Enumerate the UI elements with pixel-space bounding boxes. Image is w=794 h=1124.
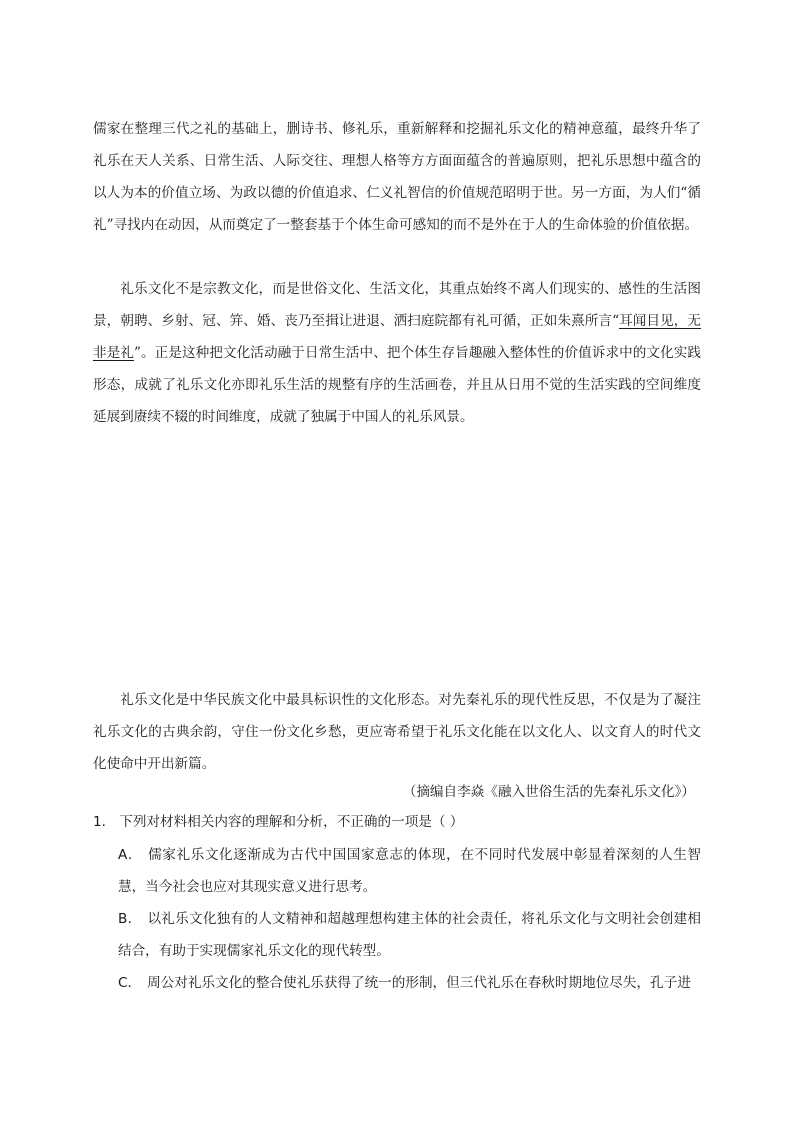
option-letter: A． xyxy=(118,847,143,863)
passage-paragraph-3: 礼乐文化是中华民族文化中最具标识性的文化形态。对先秦礼乐的现代性反思，不仅是为了凝注礼乐文化的古典余韵，守住一份文化乡愁，更应寄希望于礼乐文化能在以文化人、以文育人的时代文化使命中开出新篇。 xyxy=(93,692,701,772)
passage-paragraph-2-end: ”。正是这种把文化活动融于日常生活中、把个体生存旨趣融入整体性的价值诉求中的文化实践形态，成就了礼乐文化亦即礼乐生活的规整有序的生活画卷，并且从日用不觉的生活实践的空间维度延展到赓续不辍的时间维度，成就了独属于中国人的礼乐风景。 xyxy=(93,345,701,425)
option-a[interactable] xyxy=(118,839,701,903)
option-b[interactable] xyxy=(118,903,701,967)
option-c[interactable] xyxy=(118,967,701,999)
option-letter: B． xyxy=(118,911,142,927)
passage-paragraph-1: 儒家在整理三代之礼的基础上，删诗书、修礼乐，重新解释和挖掘礼乐文化的精神意蕴，最终升华了礼乐在天人关系、日常生活、人际交往、理想人格等方方面面蕴含的普遍原则，把礼乐思想中蕴含的以人为本的价值立场、为政以德的价值追求、仁义礼智信的价值规范昭明于世。另一方面，为人们“循礼”寻找内在动因，从而奠定了一整套基于个体生命可感知的而不是外在于人的生命体验的价值依据。 xyxy=(93,121,701,233)
question-stem xyxy=(93,806,701,838)
option-text: 儒家礼乐文化逐渐成为古代中国国家意志的体现，在不同时代发展中彰显着深刻的人生智慧，当今社会也应对其现实意义进行思考。 xyxy=(118,847,701,895)
option-letter: C． xyxy=(118,975,142,991)
source-citation: （摘编自李焱《融入世俗生活的先秦礼乐文化》） xyxy=(402,784,695,800)
option-text: 周公对礼乐文化的整合使礼乐获得了统一的形制，但三代礼乐在春秋时期地位尽失，孔子进 xyxy=(147,975,691,991)
question-text: 下列对材料相关内容的理解和分析，不正确的一项是（ ） xyxy=(119,814,464,830)
passage-paragraph-2 xyxy=(93,273,701,433)
question-number: 1． xyxy=(93,814,116,830)
passage-paragraph-2-start: 礼乐文化不是宗教文化，而是世俗文化、生活文化，其重点始终不离人们现实的、感性的生活图景，朝聘、乡射、冠、笄、婚、丧乃至揖让进退、洒扫庭院都有礼可循，正如朱熹所言“ xyxy=(93,281,701,329)
option-text: 以礼乐文化独有的人文精神和超越理想构建主体的社会责任，将礼乐文化与文明社会创建相结合，有助于实现儒家礼乐文化的现代转型。 xyxy=(118,911,702,959)
zhu-xi-quote: 耳闻目见，无非是礼 xyxy=(93,313,702,361)
